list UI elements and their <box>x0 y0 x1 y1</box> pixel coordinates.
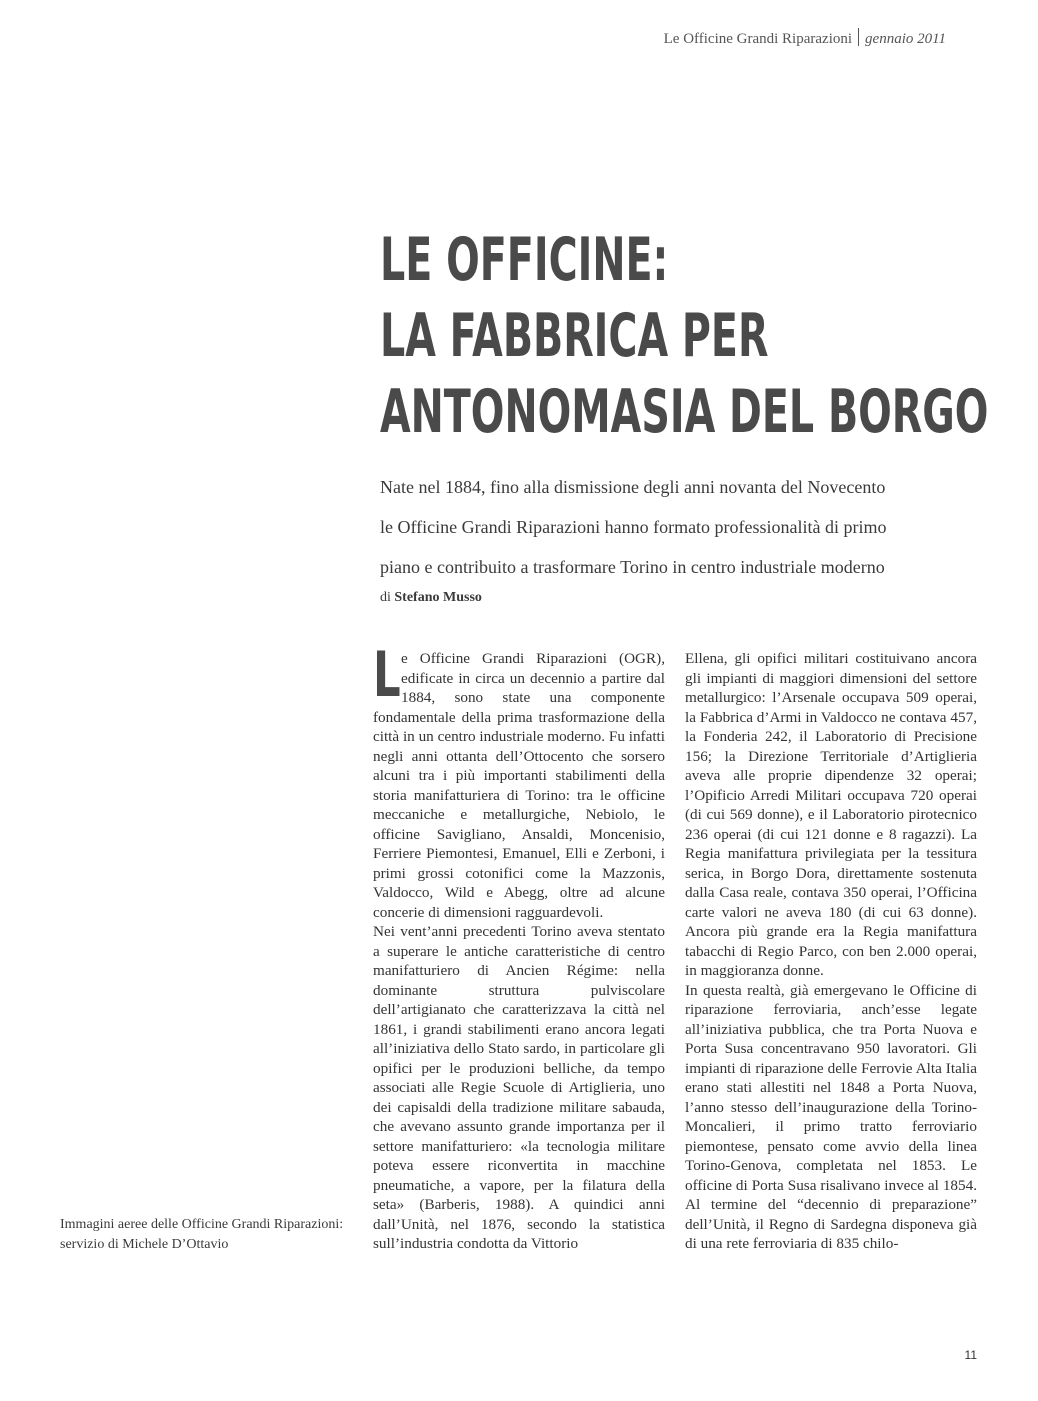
lead-line-2: le Officine Grandi Riparazioni hanno formato professionalità di primo <box>380 517 887 537</box>
byline-author: Stefano Musso <box>394 590 482 605</box>
article-title <box>380 222 989 450</box>
body-column-1 <box>373 638 665 1254</box>
byline <box>380 590 482 606</box>
caption-line-2: servizio di Michele D’Ottavio <box>60 1237 229 1252</box>
drop-cap: L <box>373 638 401 711</box>
header-publication: Le Officine Grandi Riparazioni <box>663 31 853 47</box>
title-line-2: LA FABBRICA PER <box>380 301 769 371</box>
title-line-1: LE OFFICINE: <box>380 225 669 295</box>
byline-prefix: di <box>380 590 391 605</box>
body-column-2 <box>685 649 977 1254</box>
body-paragraph-4: In questa realtà, già emergevano le Officine di riparazione ferroviaria, anch’esse legate all’iniziativa pubblica, che tra Porta Nuova e Porta Susa concentravano 950 lavoratori. Gli impianti di riparazione delle Ferrovie Alta Italia erano stati allestiti nel 1848 a Porta Nuova, l’anno stesso dell’inaugurazione della Torino-Moncalieri, il primo tratto ferroviario piemontese, pensato come avvio della linea Torino-Genova, completata nel 1853. Le officine di Porta Susa risalivano invece al 1854. Al termine del “decennio di preparazione” dell’Unità, il Regno di Sardegna disponeva già di una rete ferroviaria di 835 chilo- <box>685 981 977 1252</box>
body-paragraph-1 <box>373 638 665 922</box>
lead-line-3: piano e contribuito a trasformare Torino in centro industriale moderno <box>380 557 885 577</box>
title-line-3: ANTONOMASIA DEL BORGO <box>380 377 989 447</box>
page-number: 11 <box>964 1348 977 1362</box>
body-paragraph-3: Ellena, gli opifici militari costituivano ancora gli impianti di maggiori dimensioni del settore metallurgico: l’Arsenale occupava 509 operai, la Fabbrica d’Armi in Valdocco ne contava 457, la Fonderia 242, il Laboratorio di Precisione 156; la Direzione Territoriale d’Artiglieria aveva alle proprie dipendenze 32 operai; l’Opificio Arredi Militari occupava 720 operai (di cui 569 donne), e il Laboratorio pirotecnico 236 operai (di cui 121 donne e 8 ragazzi). La Regia manifattura privilegiata per la tessitura serica, in Borgo Dora, direttamente sostenuta dalla Casa reale, contava 350 operai, l’Officina carte valori ne aveva 180 (di cui 63 donne). Ancora più grande era la Regia manifattura tabacchi di Regio Parco, con ben 2.000 operai, in maggioranza donne. <box>685 650 977 979</box>
body-paragraph-2: Nei vent’anni precedenti Torino aveva stentato a superare le antiche caratteristiche di centro manifatturiero di Ancien Régime: nella dominante struttura pulviscolare dell’artigianato che caratterizzava la città nel 1861, i grandi stabilimenti erano ancora legati all’iniziativa dello Stato sardo, in particolare gli opifici per le produzioni belliche, da tempo associati alle Regie Scuole di Artiglieria, uno dei capisaldi della tradizione militare sabauda, che avevano assunto grande importanza per il settore manifatturiero: «la tecnologia militare poteva essere riconvertita in macchine pneumatiche, a vapore, per la filatura della seta» (Barberis, 1988). A quindici anni dall’Unità, nel 1876, secondo la statistica sull’industria condotta da Vittorio <box>373 923 665 1252</box>
lead-line-1: Nate nel 1884, fino alla dismissione degli anni novanta del Novecento <box>380 477 886 497</box>
article-lead <box>380 467 960 587</box>
paragraph-1-text: e Officine Grandi Riparazioni (OGR), edificate in circa un decennio a partire dal 1884, sono state una componente fondamentale della prima trasformazione della città in un centro industriale moderno. Fu infatti negli anni ottanta dell’Ottocento che sorsero alcuni tra i più importanti stabilimenti della storia manifatturiera di Torino: tra le officine meccaniche e metallurgiche, Nebiolo, le officine Savigliano, Ansaldi, Moncenisio, Ferriere Piemontesi, Emanuel, Elli e Zerboni, i primi grossi cotonifici come la Mazzonis, Valdocco, Wild e Abegg, oltre ad alcune concerie di dimensioni ragguardevoli. <box>373 650 665 921</box>
header-divider <box>858 28 859 46</box>
caption-line-1: Immagini aeree delle Officine Grandi Riparazioni: <box>60 1217 344 1232</box>
image-caption <box>60 1215 360 1255</box>
running-header <box>664 28 946 48</box>
header-date: gennaio 2011 <box>865 31 946 47</box>
